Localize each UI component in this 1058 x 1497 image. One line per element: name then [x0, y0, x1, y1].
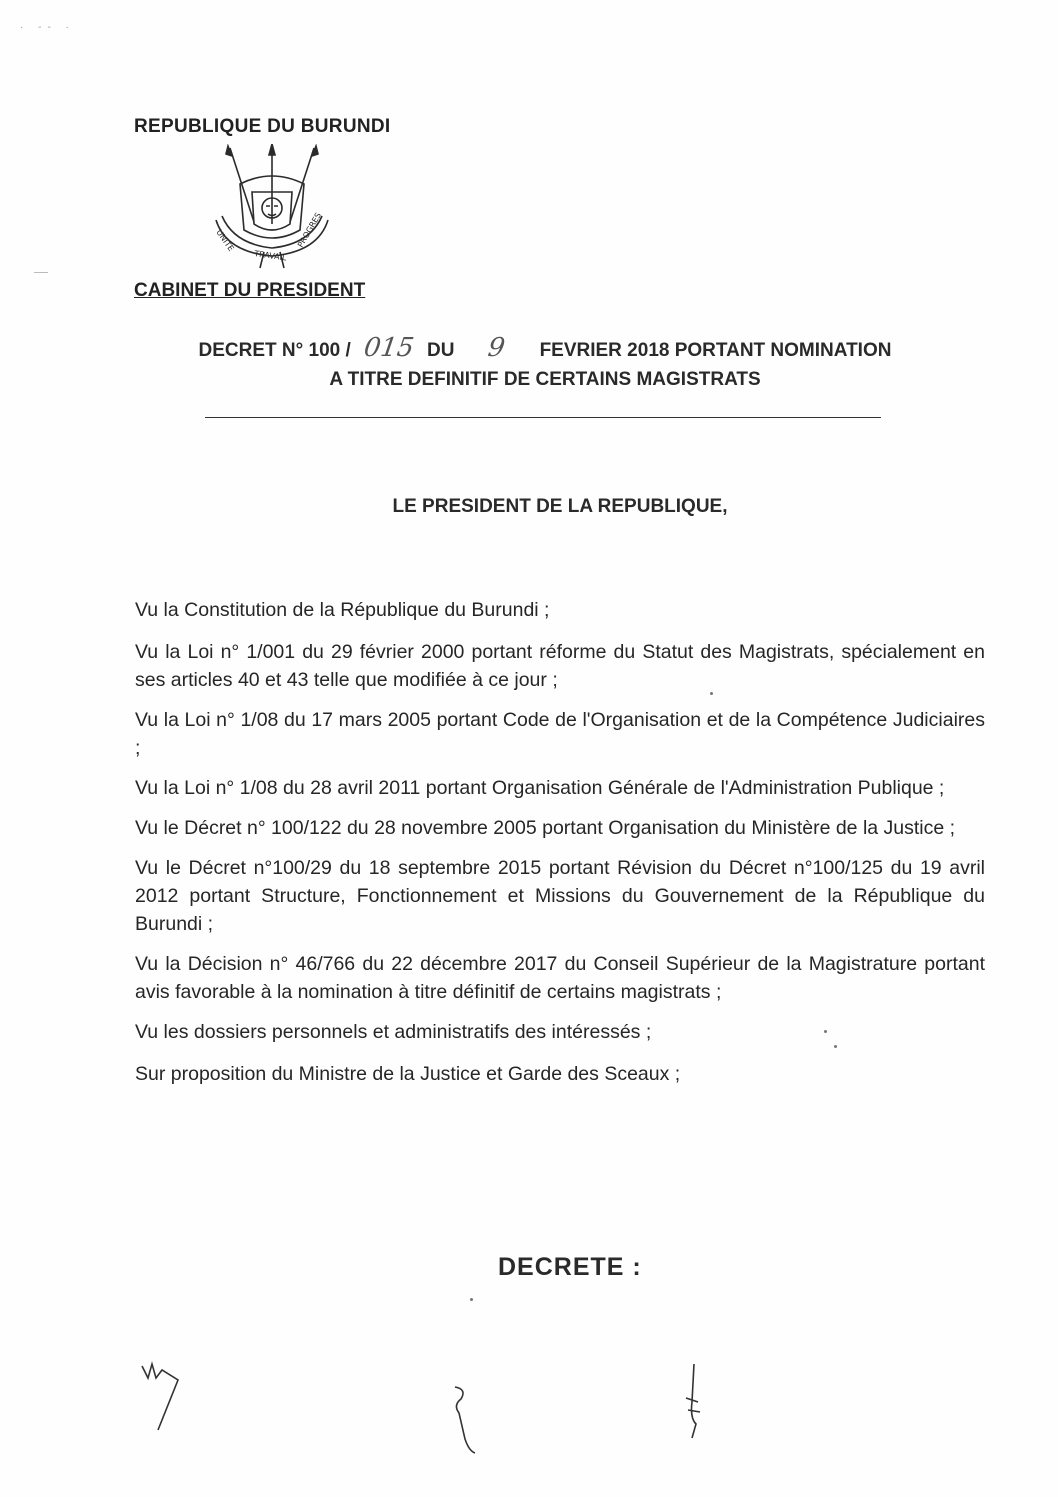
scan-speck [834, 1045, 837, 1048]
scan-artifact [34, 272, 48, 273]
decree-day-handwritten: 9 [485, 333, 507, 363]
decrete-heading: DECRETE : [498, 1253, 642, 1281]
decree-title-line2: A TITRE DEFINITIF DE CERTAINS MAGISTRATS [329, 369, 761, 390]
consideration-item: Vu les dossiers personnels et administratifs des intéressés ; [135, 1021, 652, 1043]
consideration-item: Vu la Loi n° 1/001 du 29 février 2000 portant réforme du Statut des Magistrats, spécialement en ses articles 40 et 43 telle que modifiée à ce jour ; [135, 641, 985, 691]
consideration-item: Vu la Loi n° 1/08 du 17 mars 2005 portant Code de l'Organisation et de la Compétence Judiciaires ; [135, 709, 985, 759]
cabinet-name: CABINET DU PRESIDENT [134, 280, 366, 301]
decree-title-line1 [150, 334, 940, 365]
decree-title [150, 334, 940, 394]
consideration-item: Sur proposition du Ministre de la Justice et Garde des Sceaux ; [135, 1063, 681, 1085]
initials-signature-1 [138, 1360, 198, 1440]
scan-speck [470, 1298, 473, 1301]
motto-travail: TRAVAIL [253, 249, 288, 263]
scan-artifact: · -- · [20, 22, 75, 33]
decree-number-prefix: DECRET N° 100 / [198, 340, 351, 361]
decree-number-handwritten: 015 [362, 333, 416, 363]
republic-name: REPUBLIQUE DU BURUNDI [134, 116, 391, 137]
consideration-item: Vu le Décret n°100/29 du 18 septembre 2015 portant Révision du Décret n°100/125 du 19 avril 2012 portant Structure, Fonctionnement et Missions du Gouvernement de la République du Burundi ; [135, 857, 985, 935]
consideration-item: Vu le Décret n° 100/122 du 28 novembre 2005 portant Organisation du Ministère de la Justice ; [135, 817, 956, 839]
decree-date-subject: FEVRIER 2018 PORTANT NOMINATION [539, 340, 892, 361]
consideration-item: Vu la Décision n° 46/766 du 22 décembre 2017 du Conseil Supérieur de la Magistrature portant avis favorable à la nomination à titre définitif de certains magistrats ; [135, 953, 985, 1003]
motto-unite: UNITE [214, 227, 236, 253]
scan-speck [824, 1030, 827, 1033]
initials-signature-2 [445, 1383, 485, 1458]
initials-signature-3 [678, 1362, 708, 1442]
scan-speck [710, 692, 713, 695]
president-heading: LE PRESIDENT DE LA REPUBLIQUE, [392, 496, 728, 517]
title-divider [205, 417, 881, 418]
considerations [135, 596, 985, 1102]
motto-progres: PROGRES [295, 211, 324, 249]
consideration-item: Vu la Constitution de la République du Burundi ; [135, 599, 550, 621]
consideration-item: Vu la Loi n° 1/08 du 28 avril 2011 portant Organisation Générale de l'Administration Publique ; [135, 777, 945, 799]
decree-du: DU [427, 340, 455, 361]
coat-of-arms-icon [202, 144, 342, 272]
